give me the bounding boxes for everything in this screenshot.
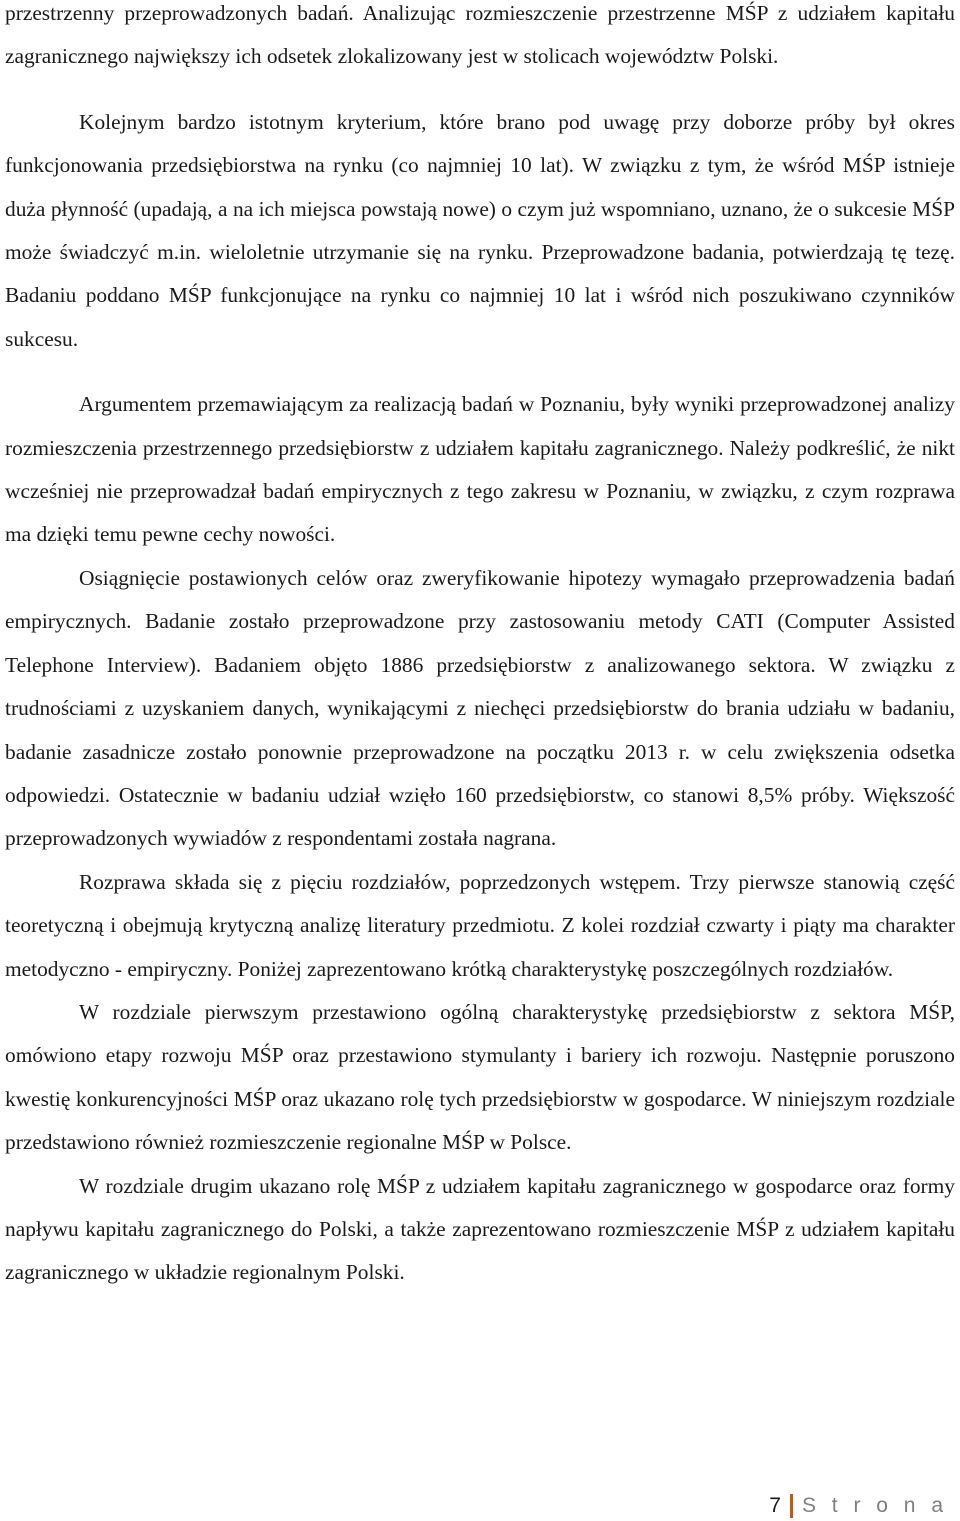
paragraph-selection-criteria: Kolejnym bardzo istotnym kryterium, które brano pod uwagę przy doborze próby był okres funkcjonowania przedsiębiorstwa na rynku (co najmniej 10 lat). W związku z tym, że wśród MŚP istnieje duża płynność (upadają, a na ich miejsca powstają nowe) o czym już wspomniano, uznano, że o sukcesie MŚP może świadczyć m.in. wieloletnie utrzymanie się na rynku. Przeprowadzone badania, potwierdzają tę tezę. Badaniu poddano MŚP funkcjonujące na rynku co najmniej 10 lat i wśród nich poszukiwano czynników sukcesu. xyxy=(5,109,955,351)
page-label: S t r o n a xyxy=(801,1494,948,1517)
paragraph-chapter-one: W rozdziale pierwszym przestawiono ogólną charakterystykę przedsiębiorstw z sektora MŚP, omówiono etapy rozwoju MŚP oraz przestawiono stymulanty i bariery ich rozwoju. Następnie poruszono kwestię konkurencyjności MŚP oraz ukazano rolę tych przedsiębiorstw w gospodarce. W niniejszym rozdziale przedstawiono również rozmieszczenie regionalne MŚP w Polsce. xyxy=(5,999,955,1155)
paragraph-empirical-research: Osiągnięcie postawionych celów oraz zweryfikowanie hipotezy wymagało przeprowadzenia badań empirycznych. Badanie zostało przeprowadzone przy zastosowaniu metody CATI (Computer Assisted Telephone Interview). Badaniem objęto 1886 przedsiębiorstw z analizowanego sektora. W związku z trudnościami z uzyskaniem danych, wynikającymi z niechęci przedsiębiorstw do brania udziału w badaniu, badanie zasadnicze zostało ponownie przeprowadzone na początku 2013 r. w celu zwiększenia odsetka odpowiedzi. Ostatecznie w badaniu udział wzięło 160 przedsiębiorstw, co stanowi 8,5% próby. Większość przeprowadzonych wywiadów z respondentami została nagrana. xyxy=(5,565,955,851)
page-number: 7 xyxy=(769,1494,781,1517)
page-body xyxy=(5,0,955,1295)
paragraph-continuation: przestrzenny przeprowadzonych badań. Analizując rozmieszczenie przestrzenne MŚP z udziałem kapitału zagranicznego największy ich odsetek zlokalizowany jest w stolicach województw Polski. xyxy=(5,1,955,69)
paragraph-poznan-argument: Argumentem przemawiającym za realizacją badań w Poznaniu, były wyniki przeprowadzonej analizy rozmieszczenia przestrzennego przedsiębiorstw z udziałem kapitału zagranicznego. Należy podkreślić, że nikt wcześniej nie przeprowadzał badań empirycznych z tego zakresu w Poznaniu, w związku, z czym rozprawa ma dzięki temu pewne cechy nowości. xyxy=(5,392,955,547)
paragraph-chapter-two: W rozdziale drugim ukazano rolę MŚP z udziałem kapitału zagranicznego w gospodarce oraz formy napływu kapitału zagranicznego do Polski, a także zaprezentowano rozmieszczenie MŚP z udziałem kapitału zagranicznego w układzie regionalnym Polski. xyxy=(5,1173,955,1285)
footer-separator xyxy=(790,1494,793,1518)
paragraph-dissertation-structure: Rozprawa składa się z pięciu rozdziałów, poprzedzonych wstępem. Trzy pierwsze stanowią część teoretyczną i obejmują krytyczną analizę literatury przedmiotu. Z kolei rozdział czwarty i piąty ma charakter metodyczno - empiryczny. Poniżej zaprezentowano krótką charakterystykę poszczególnych rozdziałów. xyxy=(5,869,955,981)
page-footer xyxy=(769,1494,948,1518)
